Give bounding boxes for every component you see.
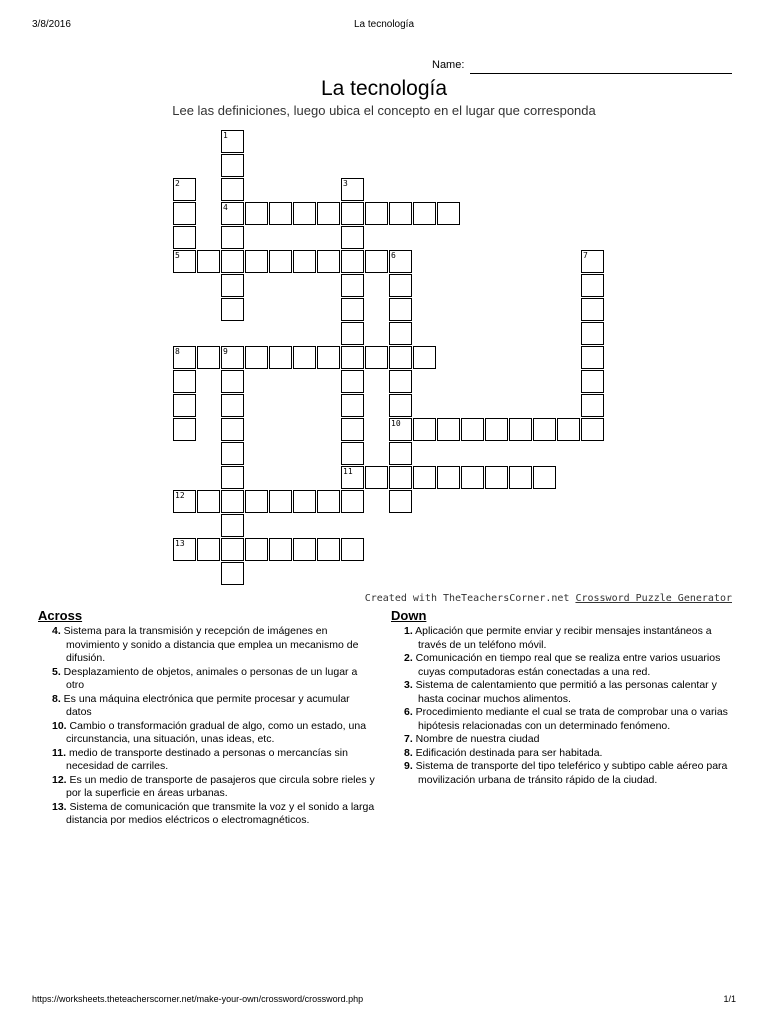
- grid-cell[interactable]: [221, 274, 244, 297]
- clue-item: [404, 706, 738, 733]
- grid-cell[interactable]: [197, 346, 220, 369]
- grid-cell[interactable]: [389, 202, 412, 225]
- grid-cell[interactable]: [341, 274, 364, 297]
- grid-cell[interactable]: [245, 538, 268, 561]
- grid-cell[interactable]: [341, 370, 364, 393]
- grid-cell[interactable]: [341, 346, 364, 369]
- grid-cell[interactable]: [389, 274, 412, 297]
- grid-cell[interactable]: [293, 250, 316, 273]
- clue-item: [404, 652, 738, 679]
- grid-cell[interactable]: [389, 442, 412, 465]
- grid-cell[interactable]: [173, 226, 196, 249]
- grid-cell[interactable]: [221, 394, 244, 417]
- clue-number: 9: [223, 347, 228, 356]
- grid-cell[interactable]: [197, 490, 220, 513]
- grid-cell[interactable]: [389, 490, 412, 513]
- grid-cell[interactable]: [173, 490, 196, 513]
- across-heading: Across: [38, 608, 83, 623]
- grid-cell[interactable]: [221, 490, 244, 513]
- grid-cell[interactable]: [413, 466, 436, 489]
- grid-cell[interactable]: [557, 418, 580, 441]
- grid-cell[interactable]: [221, 154, 244, 177]
- clue-text: Comunicación en tiempo real que se realiza entre varios usuarios cuyas computadoras están conectadas a una red.: [412, 652, 721, 678]
- grid-cell[interactable]: [341, 538, 364, 561]
- grid-cell[interactable]: [221, 298, 244, 321]
- clue-item: [52, 625, 378, 666]
- grid-cell[interactable]: [389, 394, 412, 417]
- grid-cell[interactable]: [437, 202, 460, 225]
- grid-cell[interactable]: [293, 346, 316, 369]
- clue-item: [404, 760, 738, 787]
- grid-cell[interactable]: [173, 538, 196, 561]
- clue-number: 2: [175, 179, 180, 188]
- credit-prefix: Created with TheTeachersCorner.net: [364, 593, 570, 604]
- clue-number: 7: [583, 251, 588, 260]
- grid-cell[interactable]: [317, 346, 340, 369]
- clue-item: [404, 679, 738, 706]
- grid-cell[interactable]: [485, 466, 508, 489]
- clue-text: Cambio o transformación gradual de algo, como un estado, una circunstancia, una situación, unas ideas, etc.: [66, 719, 367, 745]
- clue-number: 5.: [52, 665, 61, 678]
- clue-number: 11.: [52, 746, 67, 759]
- clue-number: 13: [175, 539, 185, 548]
- name-label: Name:: [432, 59, 465, 71]
- grid-cell[interactable]: [245, 346, 268, 369]
- grid-cell[interactable]: [173, 202, 196, 225]
- clue-number: 10.: [52, 719, 67, 732]
- clue-item: [404, 625, 738, 652]
- print-title: La tecnología: [353, 19, 415, 30]
- down-clues: [404, 625, 738, 787]
- grid-cell[interactable]: [581, 418, 604, 441]
- grid-cell[interactable]: [221, 226, 244, 249]
- across-clues: [52, 625, 378, 828]
- clue-number: 6.: [404, 706, 413, 718]
- grid-cell[interactable]: [485, 418, 508, 441]
- clue-item: [52, 666, 378, 693]
- grid-cell[interactable]: [269, 538, 292, 561]
- clue-number: 13.: [52, 800, 67, 813]
- grid-cell[interactable]: [461, 466, 484, 489]
- grid-cell[interactable]: [221, 370, 244, 393]
- grid-cell[interactable]: [341, 442, 364, 465]
- grid-cell[interactable]: [173, 394, 196, 417]
- clue-text: Nombre de nuestra ciudad: [412, 733, 540, 745]
- clue-text: medio de transporte destinado a personas o mercancías sin necesidad de carriles.: [66, 746, 348, 772]
- credit-link[interactable]: Crossword Puzzle Generator: [575, 593, 732, 604]
- grid-cell[interactable]: [221, 178, 244, 201]
- clue-number: 2.: [404, 652, 413, 664]
- footer-url: https://worksheets.theteacherscorner.net/make-your-own/crossword/crossword.php: [32, 994, 364, 1004]
- grid-cell[interactable]: [341, 418, 364, 441]
- grid-cell[interactable]: [269, 490, 292, 513]
- clue-text: Es un medio de transporte de pasajeros que circula sobre rieles y por la superficie en áreas urbanas.: [66, 773, 375, 799]
- grid-cell[interactable]: [581, 298, 604, 321]
- grid-cell[interactable]: [365, 250, 388, 273]
- grid-cell[interactable]: [221, 538, 244, 561]
- clue-item: [404, 747, 738, 761]
- grid-cell[interactable]: [221, 418, 244, 441]
- grid-cell[interactable]: [581, 370, 604, 393]
- clue-item: [52, 774, 378, 801]
- grid-cell[interactable]: [365, 466, 388, 489]
- clue-text: Procedimiento mediante el cual se trata de comprobar una o varias hipótesis relacionadas con un determinado fenómeno.: [412, 706, 728, 732]
- grid-cell[interactable]: [461, 418, 484, 441]
- grid-cell[interactable]: [221, 346, 244, 369]
- grid-cell[interactable]: [389, 322, 412, 345]
- grid-cell[interactable]: [197, 250, 220, 273]
- clue-number: 8: [175, 347, 180, 356]
- grid-cell[interactable]: [341, 394, 364, 417]
- clue-number: 8.: [404, 746, 413, 759]
- clue-number: 1: [223, 131, 228, 140]
- grid-cell[interactable]: [317, 490, 340, 513]
- grid-cell[interactable]: [221, 442, 244, 465]
- grid-cell[interactable]: [341, 298, 364, 321]
- grid-cell[interactable]: [341, 202, 364, 225]
- grid-cell[interactable]: [221, 466, 244, 489]
- clue-number: 12: [175, 491, 185, 500]
- grid-cell[interactable]: [173, 370, 196, 393]
- print-date: 3/8/2016: [32, 19, 71, 30]
- grid-cell[interactable]: [533, 466, 556, 489]
- grid-cell[interactable]: [221, 562, 244, 585]
- clue-number: 1.: [404, 625, 413, 637]
- grid-cell[interactable]: [437, 418, 460, 441]
- grid-cell[interactable]: [413, 202, 436, 225]
- grid-cell[interactable]: [269, 250, 292, 273]
- grid-cell[interactable]: [389, 418, 412, 441]
- footer-page: 1/1: [723, 994, 736, 1004]
- grid-cell[interactable]: [389, 466, 412, 489]
- clue-number: 10: [391, 419, 401, 428]
- clue-number: 4: [223, 203, 228, 212]
- grid-cell[interactable]: [365, 202, 388, 225]
- grid-cell[interactable]: [269, 346, 292, 369]
- grid-cell[interactable]: [293, 538, 316, 561]
- clue-number: 5: [175, 251, 180, 260]
- clue-number: 11: [343, 467, 353, 476]
- grid-cell[interactable]: [173, 250, 196, 273]
- grid-cell[interactable]: [221, 130, 244, 153]
- clue-text: Es una máquina electrónica que permite procesar y acumular datos: [60, 692, 350, 718]
- clue-number: 3.: [404, 679, 413, 691]
- grid-cell[interactable]: [389, 346, 412, 369]
- clue-text: Sistema de transporte del tipo teleférico y subtipo cable aéreo para movilización urbana de tránsito rápido de la ciudad.: [412, 760, 728, 786]
- clue-text: Sistema para la transmisión y recepción de imágenes en movimiento y sonido a distancia que emplea un mecanismo de difusión.: [60, 625, 359, 664]
- grid-cell[interactable]: [317, 250, 340, 273]
- clue-text: Desplazamiento de objetos, animales o personas de un lugar a otro: [60, 665, 358, 691]
- grid-cell[interactable]: [341, 226, 364, 249]
- grid-cell[interactable]: [389, 250, 412, 273]
- clue-item: [404, 733, 738, 747]
- grid-cell[interactable]: [413, 418, 436, 441]
- grid-cell[interactable]: [221, 250, 244, 273]
- grid-cell[interactable]: [293, 490, 316, 513]
- grid-cell[interactable]: [221, 202, 244, 225]
- grid-cell[interactable]: [389, 370, 412, 393]
- puzzle-title: La tecnología: [320, 77, 448, 100]
- grid-cell[interactable]: [221, 514, 244, 537]
- clue-text: Sistema de comunicación que transmite la voz y el sonido a larga distancia por medios eléctricos o electromagnéticos.: [66, 800, 375, 826]
- credit-line: [365, 593, 732, 604]
- down-heading: Down: [391, 608, 427, 623]
- grid-cell[interactable]: [293, 202, 316, 225]
- grid-cell[interactable]: [581, 322, 604, 345]
- clue-number: 6: [391, 251, 396, 260]
- clue-item: [52, 801, 378, 828]
- grid-cell[interactable]: [365, 346, 388, 369]
- clue-item: [52, 747, 378, 774]
- grid-cell[interactable]: [509, 418, 532, 441]
- grid-cell[interactable]: [269, 202, 292, 225]
- grid-cell[interactable]: [341, 322, 364, 345]
- grid-cell[interactable]: [389, 298, 412, 321]
- grid-cell[interactable]: [173, 178, 196, 201]
- clue-number: 3: [343, 179, 348, 188]
- grid-cell[interactable]: [245, 202, 268, 225]
- grid-cell[interactable]: [173, 346, 196, 369]
- clue-item: [52, 720, 378, 747]
- grid-cell[interactable]: [509, 466, 532, 489]
- grid-cell[interactable]: [581, 394, 604, 417]
- grid-cell[interactable]: [245, 490, 268, 513]
- grid-cell[interactable]: [437, 466, 460, 489]
- grid-cell[interactable]: [341, 178, 364, 201]
- grid-cell[interactable]: [197, 538, 220, 561]
- grid-cell[interactable]: [581, 346, 604, 369]
- grid-cell[interactable]: [341, 466, 364, 489]
- grid-cell[interactable]: [581, 250, 604, 273]
- clue-number: 9.: [404, 760, 413, 772]
- grid-cell[interactable]: [317, 538, 340, 561]
- grid-cell[interactable]: [413, 346, 436, 369]
- grid-cell[interactable]: [341, 490, 364, 513]
- clue-number: 12.: [52, 773, 67, 786]
- grid-cell[interactable]: [317, 202, 340, 225]
- grid-cell[interactable]: [173, 418, 196, 441]
- clue-text: Sistema de calentamiento que permitió a las personas calentar y hasta cocinar muchos alimentos.: [412, 679, 717, 705]
- grid-cell[interactable]: [245, 250, 268, 273]
- grid-cell[interactable]: [533, 418, 556, 441]
- clue-number: 4.: [52, 625, 61, 637]
- clue-text: Aplicación que permite enviar y recibir mensajes instantáneos a través de un teléfono móvil.: [412, 625, 712, 651]
- grid-cell[interactable]: [341, 250, 364, 273]
- puzzle-subtitle: Lee las definiciones, luego ubica el concepto en el lugar que corresponda: [172, 103, 596, 118]
- clue-number: 8.: [52, 692, 61, 705]
- clue-number: 7.: [404, 733, 413, 745]
- grid-cell[interactable]: [581, 274, 604, 297]
- clue-text: Edificación destinada para ser habitada.: [412, 746, 603, 759]
- clue-item: [52, 693, 378, 720]
